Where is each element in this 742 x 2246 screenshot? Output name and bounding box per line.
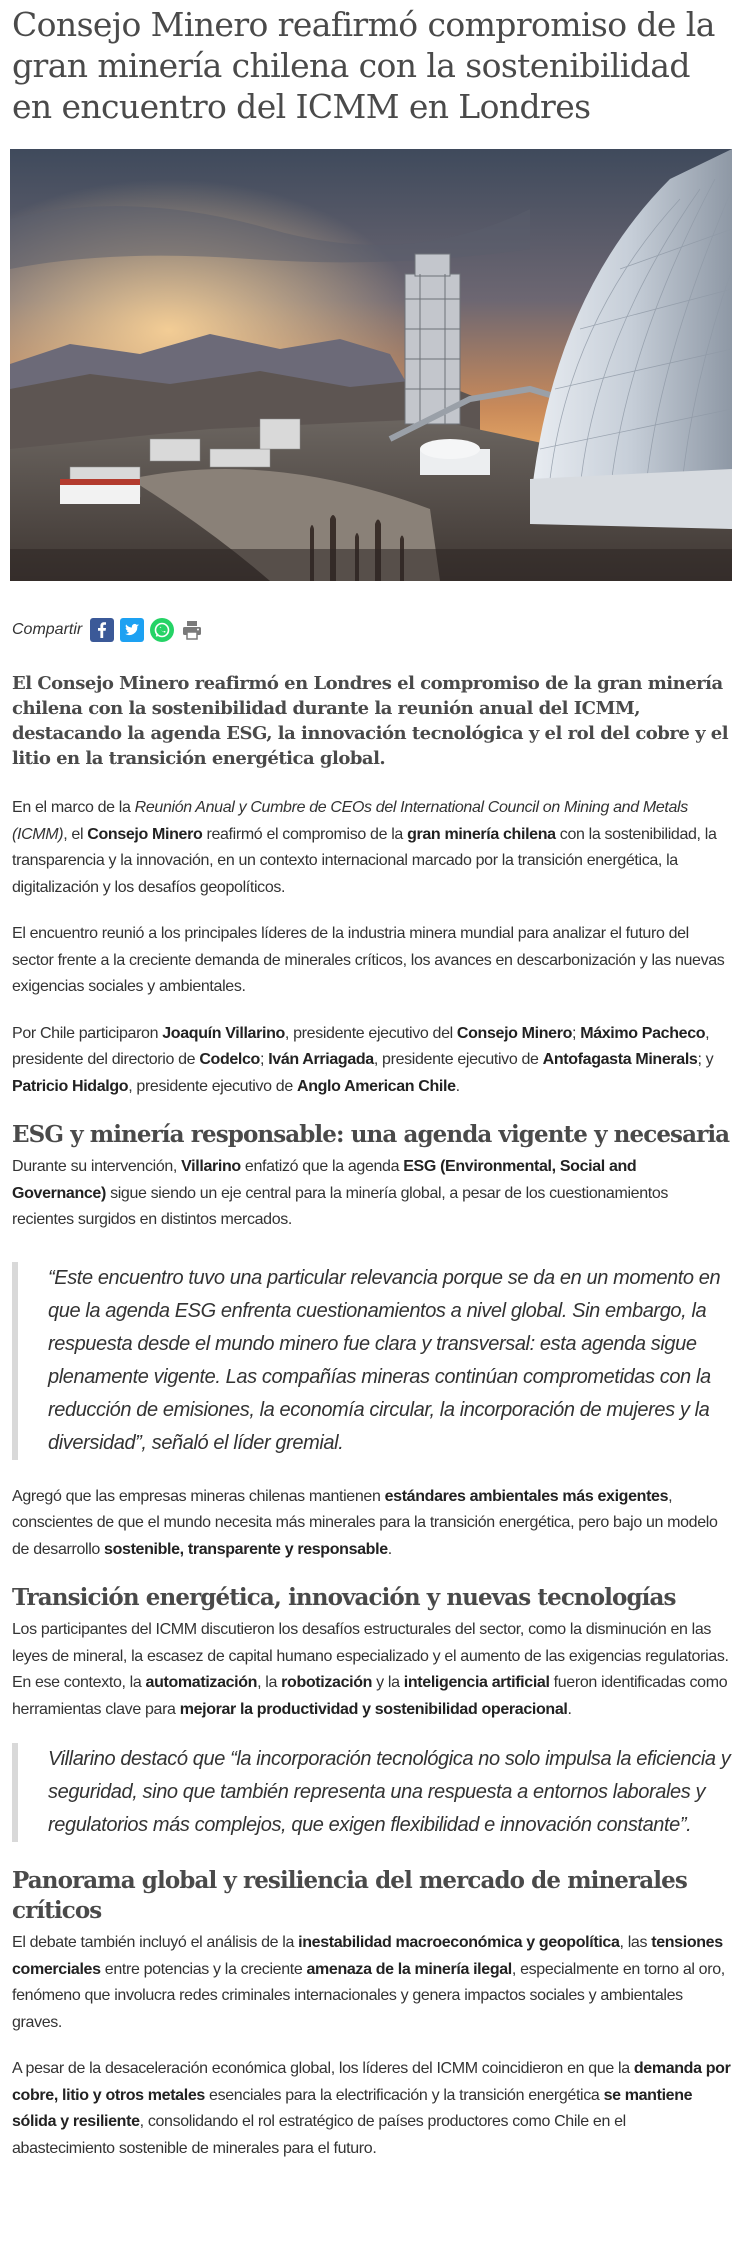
twitter-icon — [120, 618, 144, 642]
paragraph-4: Durante su intervención, Villarino enfatizó que la agenda ESG (Environmental, Social and Governance) sigue siendo un eje central para la minería global, a pesar de los cuestionamientos recientes surgidos en distintos mercados. — [12, 1158, 669, 1228]
hero-image — [10, 149, 732, 581]
print-button[interactable] — [180, 618, 204, 642]
paragraph-5: Agregó que las empresas mineras chilenas mantienen estándares ambientales más exigentes, conscientes de que el mundo necesita más minerales para la transición energética, pero bajo un modelo de desarrollo sostenible, transparente y responsable. — [12, 1487, 718, 1558]
paragraph-6: Los participantes del ICMM discutieron los desafíos estructurales del sector, como la disminución en las leyes de mineral, la escasez de capital humano especializado y el aumento de las exigencias regulatorias. En ese contexto, la automatización, la robotización y la inteligencia artificial fueron identificadas como herramientas clave para mejorar la productividad y sostenibilidad operacional. — [12, 1621, 729, 1718]
paragraph-8: A pesar de la desaceleración económica global, los líderes del ICMM coincidieron en que la demanda por cobre, litio y otros metales esenciales para la electrificación y la transición energética se mantiene sólida y resiliente, consolidando el rol estratégico de países productores como Chile en el abastecimiento sostenible de minerales para el futuro. — [12, 2060, 731, 2157]
share-bar — [12, 615, 732, 645]
whatsapp-share-button[interactable] — [150, 618, 174, 642]
paragraph-2: El encuentro reunió a los principales líderes de la industria minera mundial para analizar el futuro del sector frente a la creciente demanda de minerales críticos, los avances en descarbonización y las nuevas exigencias sociales y ambientales. — [12, 925, 725, 995]
article — [10, 0, 732, 2162]
quote-text: “Este encuentro tuvo una particular relevancia porque se da en un momento en que la agenda ESG enfrenta cuestionamientos a nivel global. Sin embargo, la respuesta desde el mundo minero fue clara y transversal: esta agenda sigue plenamente vigente. Las compañías mineras continúan comprometidas con la reducción de emisiones, la economía circular, la incorporación de mujeres y la diversidad”, señaló el líder gremial. — [48, 1266, 721, 1454]
article-title: Consejo Minero reafirmó compromiso de la gran minería chilena con la sostenibilidad en encuentro del ICMM en Londres — [12, 5, 715, 126]
blockquote-tecnologia — [12, 1743, 732, 1842]
blockquote-villarino — [12, 1262, 732, 1460]
facebook-share-button[interactable] — [90, 618, 114, 642]
paragraph-1: En el marco de la Reunión Anual y Cumbre de CEOs del International Council on Mining and Metals (ICMM), el Consejo Minero reafirmó el compromiso de la gran minería chilena con la sostenibilidad, la transparencia y la innovación, en un contexto internacional marcado por la transición energética, la digitalización y los desafíos geopolíticos. — [12, 799, 717, 896]
section-heading-esg: ESG y minería responsable: una agenda vigente y necesaria — [12, 1121, 730, 1148]
facebook-icon — [90, 618, 114, 642]
section-heading-transicion: Transición energética, innovación y nuevas tecnologías — [12, 1584, 676, 1611]
twitter-share-button[interactable] — [120, 618, 144, 642]
share-label: Compartir — [12, 621, 83, 638]
section-heading-panorama: Panorama global y resiliencia del mercado de minerales críticos — [12, 1867, 687, 1924]
whatsapp-icon — [150, 618, 174, 642]
quote-text: Villarino destacó que “la incorporación tecnológica no solo impulsa la eficiencia y seguridad, sino que también representa una respuesta a entornos laborales y regulatorios más complejos, que exigen flexibilidad e innovación constante”. — [48, 1748, 731, 1836]
paragraph-3: Por Chile participaron Joaquín Villarino, presidente ejecutivo del Consejo Minero; Máximo Pacheco, presidente del directorio de Codelco; Iván Arriagada, presidente ejecutivo de Antofagasta Minerals; y Patricio Hidalgo, presidente ejecutivo de Anglo American Chile. — [12, 1024, 714, 1095]
article-lead: El Consejo Minero reafirmó en Londres el compromiso de la gran minería chilena con la sostenibilidad durante la reunión anual del ICMM, destacando la agenda ESG, la innovación tecnológica y el rol del cobre y el litio en la transición energética global. — [12, 673, 729, 769]
print-icon — [180, 618, 204, 642]
mine-landscape-illustration — [10, 149, 732, 581]
paragraph-7: El debate también incluyó el análisis de la inestabilidad macroeconómica y geopolítica, las tensiones comerciales entre potencias y la creciente amenaza de la minería ilegal, especialmente en torno al oro, fenómeno que involucra redes criminales internacionales y genera impactos sociales y ambientales graves. — [12, 1934, 725, 2031]
